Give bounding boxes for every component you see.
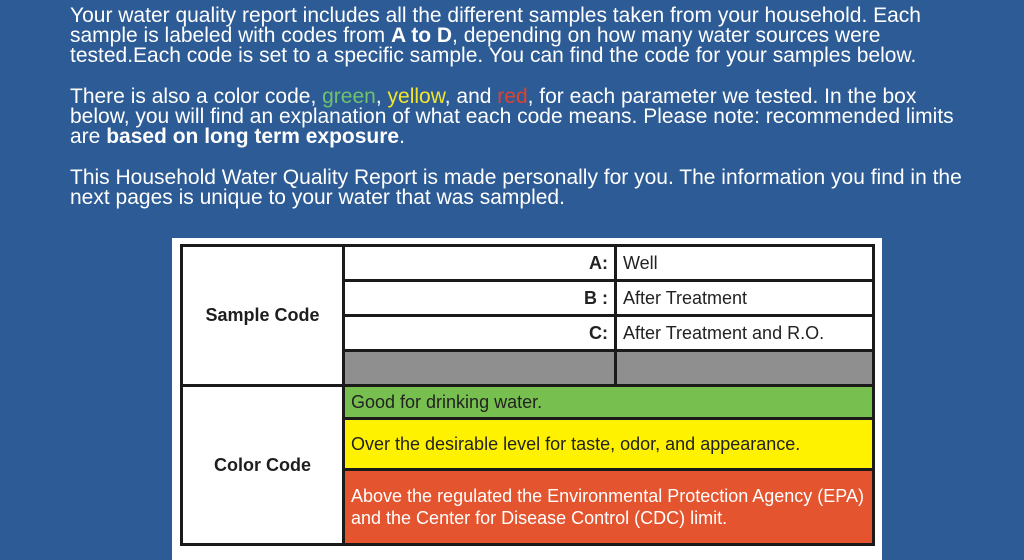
yellow-word: yellow (387, 85, 445, 108)
sample-code-b: B : (344, 281, 616, 316)
sep-2: , and (444, 85, 498, 108)
code-table (180, 244, 875, 546)
intro-paragraph-2 (70, 87, 970, 147)
intro-p1-bold: A to D (390, 24, 453, 47)
intro-p2-text: There is also a color code, (70, 85, 323, 108)
green-code-row: Good for drinking water. (344, 386, 874, 419)
intro-paragraph-3: This Household Water Quality Report is made personally for you. The information you find in the next pages is unique to your water that was sampled. (70, 166, 962, 209)
green-word: green (322, 85, 376, 108)
sample-code-c: C: (344, 316, 616, 351)
intro-p2-text-mid: , for each parameter we tested. In the box below, you will find an explanation of what each code means. Please note: recommended limits are (70, 85, 954, 148)
intro-p1-text: Your water quality report includes all the different samples taken from your household. Each sample is labeled with codes from (70, 4, 921, 47)
empty-desc-cell (616, 351, 874, 386)
sample-desc-c: After Treatment and R.O. (616, 316, 874, 351)
table-row (182, 386, 874, 419)
intro-p2-end: . (399, 125, 405, 148)
sample-code-label: Sample Code (182, 246, 344, 386)
red-word: red (497, 85, 528, 108)
red-code-row: Above the regulated the Environmental Protection Agency (EPA) and the Center for Disease Control (CDC) limit. (344, 470, 874, 545)
code-panel (172, 238, 882, 560)
empty-code-cell (344, 351, 616, 386)
sample-desc-a: Well (616, 246, 874, 281)
sample-desc-b: After Treatment (616, 281, 874, 316)
intro-paragraph-1 (70, 6, 970, 66)
intro-p1-text-end: , depending on how many water sources were tested.Each code is set to a specific sample. You can find the code for your samples below. (70, 24, 917, 67)
sample-code-a: A: (344, 246, 616, 281)
table-row (182, 246, 874, 281)
yellow-code-row: Over the desirable level for taste, odor, and appearance. (344, 419, 874, 470)
intro-text (70, 6, 970, 229)
sep-1: , (375, 85, 388, 108)
color-code-label: Color Code (182, 386, 344, 545)
intro-p2-bold: based on long term exposure (106, 125, 400, 148)
